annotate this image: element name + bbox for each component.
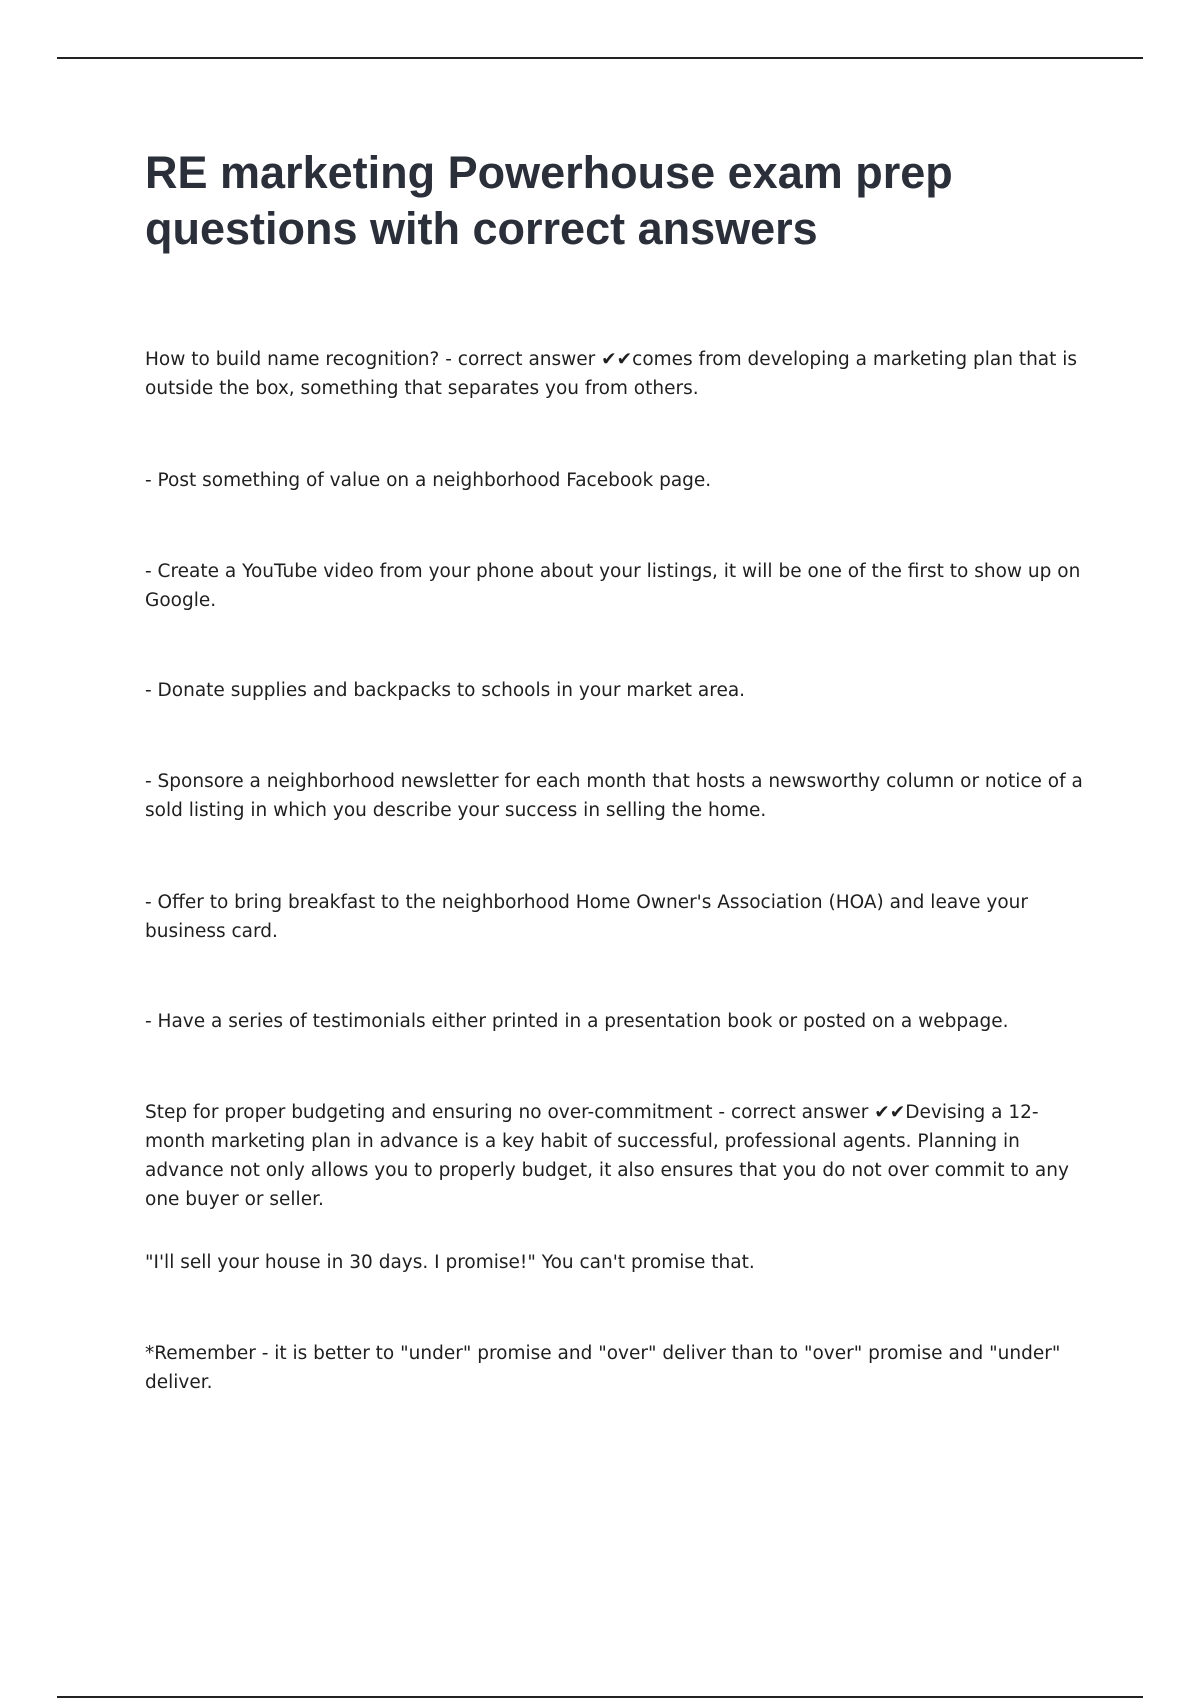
question-name-recognition: How to build name recognition? - correct answer ✔✔comes from developing a marketing plan that is outside the box, something that separates you from others. (145, 349, 1078, 399)
tip-facebook-post: - Post something of value on a neighborhood Facebook page. (145, 470, 712, 491)
tip-testimonials: - Have a series of testimonials either printed in a presentation book or posted on a webpage. (145, 1011, 1009, 1032)
tip-youtube-video: - Create a YouTube video from your phone about your listings, it will be one of the first to show up on Google. (145, 561, 1081, 611)
tip-hoa-breakfast: - Offer to bring breakfast to the neighborhood Home Owner's Association (HOA) and leave your business card. (145, 892, 1028, 942)
remember-note: *Remember - it is better to "under" promise and "over" deliver than to "over" promise and "under" deliver. (145, 1343, 1061, 1393)
quote-sell-house: "I'll sell your house in 30 days. I promise!" You can't promise that. (145, 1252, 755, 1273)
bottom-rule (57, 1696, 1143, 1698)
question-budgeting: Step for proper budgeting and ensuring no over-commitment - correct answer ✔✔Devising a 12-month marketing plan in advance is a key habit of successful, professional agents. Planning in advance not only allows you to properly budget, it also ensures that you do not over commit to any one buyer or seller. (145, 1102, 1069, 1210)
tip-newsletter: - Sponsore a neighborhood newsletter for each month that hosts a newsworthy column or notice of a sold listing in which you describe your success in selling the home. (145, 771, 1083, 821)
top-rule (57, 57, 1143, 59)
tip-donate-supplies: - Donate supplies and backpacks to schools in your market area. (145, 680, 746, 701)
document-title: RE marketing Powerhouse exam prep questions with correct answers (145, 147, 953, 254)
